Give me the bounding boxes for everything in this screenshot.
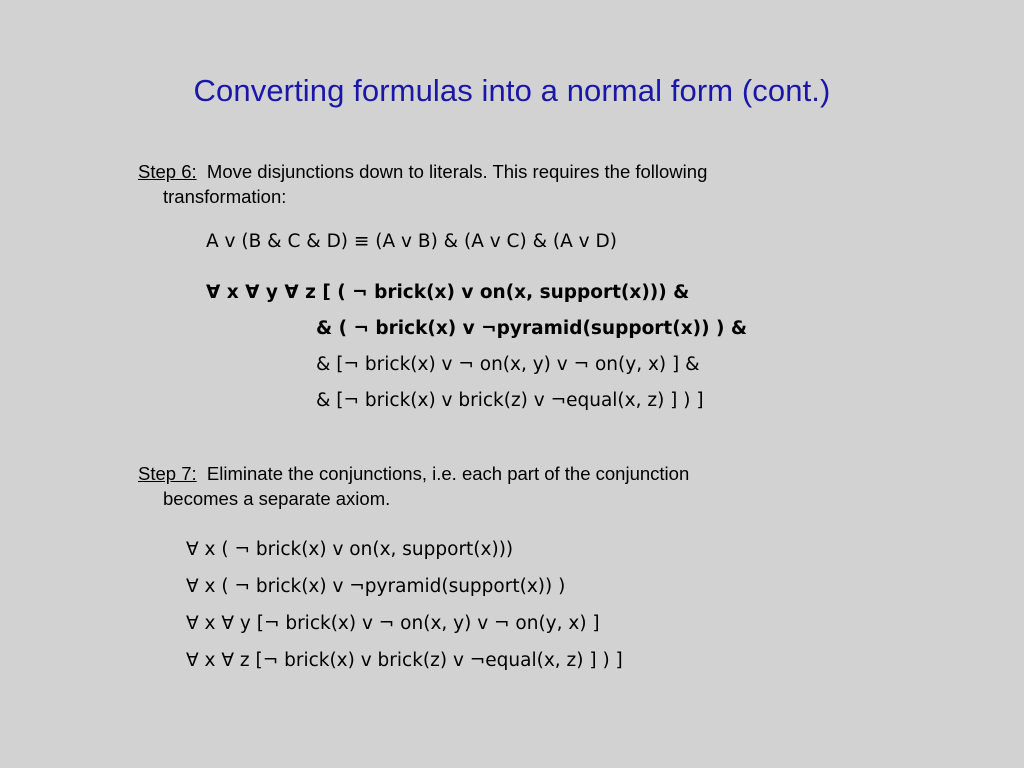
- formula-line: ∀ x ∀ y ∀ z [ ( ¬ brick(x) v on(x, support(x))) &: [206, 281, 690, 303]
- formula-line: & [¬ brick(x) v brick(z) v ¬equal(x, z) ] ) ]: [316, 389, 704, 411]
- step7-axiom-list: [138, 538, 958, 674]
- formula-line: & [¬ brick(x) v ¬ on(x, y) v ¬ on(y, x) ] &: [316, 353, 700, 375]
- axiom-line: ∀ x ∀ y [¬ brick(x) v ¬ on(x, y) v ¬ on(y, x) ]: [186, 612, 600, 634]
- step7-label: Step 7:: [138, 462, 197, 484]
- step7-paragraph: [138, 462, 938, 512]
- step6-text-line2: transformation:: [163, 185, 287, 207]
- step6-equivalence: A v (B & C & D) ≡ (A v B) & (A v C) & (A v D): [206, 230, 617, 252]
- step6-block: [138, 160, 958, 414]
- axiom-line: ∀ x ( ¬ brick(x) v on(x, support(x))): [186, 538, 514, 560]
- slide-body: [138, 160, 958, 686]
- formula-line: & ( ¬ brick(x) v ¬pyramid(support(x)) ) &: [316, 317, 748, 339]
- axiom-line: ∀ x ∀ z [¬ brick(x) v brick(z) v ¬equal(x, z) ] ) ]: [186, 649, 623, 671]
- step6-label: Step 6:: [138, 161, 197, 182]
- page-title: Converting formulas into a normal form (cont.): [193, 72, 831, 108]
- step7-spacer: [197, 463, 207, 484]
- step6-spacer: [197, 161, 207, 182]
- step6-text-line1: Move disjunctions down to literals. This requires the following: [206, 161, 708, 182]
- step7-text-line1: Eliminate the conjunctions, i.e. each part of the conjunction: [206, 462, 690, 484]
- step7-text-line2: becomes a separate axiom.: [163, 487, 391, 509]
- step6-formula-block: [138, 281, 958, 414]
- axiom-line: ∀ x ( ¬ brick(x) v ¬pyramid(support(x)) ): [186, 575, 566, 597]
- step6-paragraph: [138, 160, 938, 210]
- step7-block: [138, 462, 958, 674]
